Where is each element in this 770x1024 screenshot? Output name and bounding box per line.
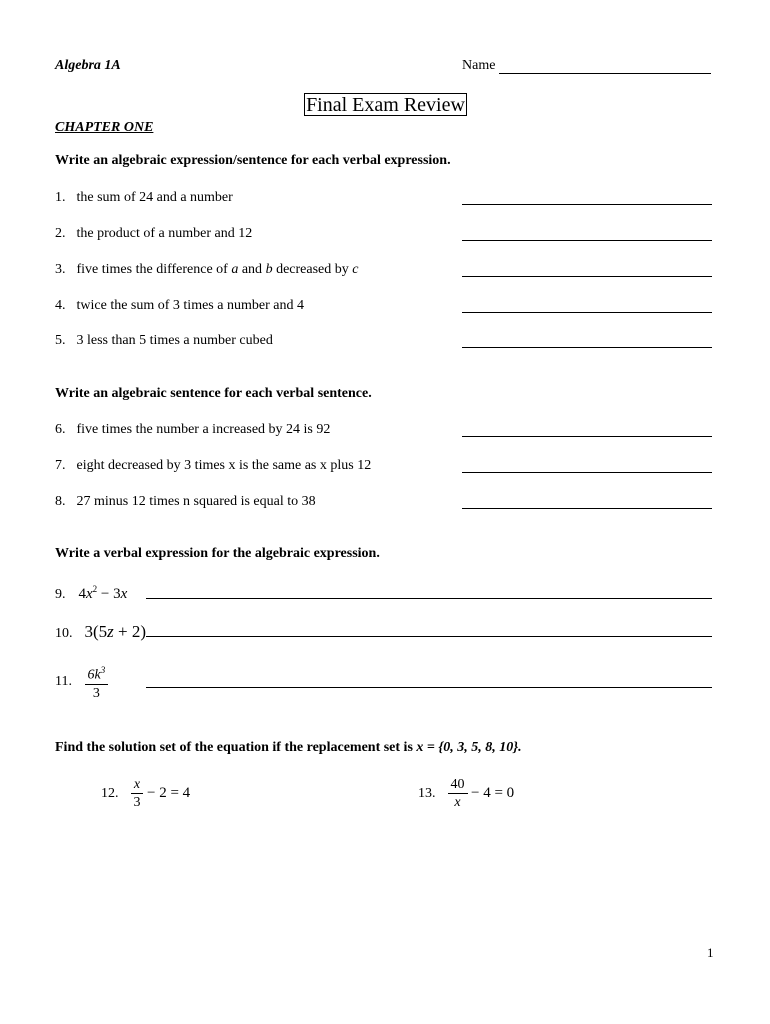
math-expression	[79, 586, 128, 602]
answer-line-10[interactable]	[146, 636, 712, 637]
question-9	[55, 584, 127, 603]
question-text: five times the number a increased by 24 is 92	[76, 422, 331, 437]
question-4	[55, 298, 304, 314]
question-number: 7.	[55, 458, 66, 473]
variable: x	[120, 586, 128, 602]
numerator: 40	[448, 776, 468, 794]
question-text: decreased by	[276, 262, 349, 277]
expression-part: 3(5	[84, 622, 108, 641]
question-number: 4.	[55, 298, 66, 313]
question-3	[55, 262, 358, 278]
section-4-instruction	[55, 740, 522, 756]
question-number: 9.	[55, 587, 66, 602]
section-2-instruction: Write an algebraic sentence for each verbal sentence.	[55, 386, 372, 401]
page-title: Final Exam Review	[304, 93, 467, 116]
question-6	[55, 422, 330, 438]
question-number: 2.	[55, 226, 66, 241]
fraction	[85, 662, 109, 702]
variable: z	[107, 622, 114, 641]
question-text: twice the sum of 3 times a number and 4	[76, 298, 304, 313]
denominator: 3	[92, 685, 100, 701]
fraction	[448, 776, 468, 811]
name-line[interactable]	[499, 60, 711, 74]
denominator: x	[454, 795, 461, 810]
question-text: 3 less than 5 times a number cubed	[76, 333, 273, 348]
answer-line-5[interactable]	[462, 347, 712, 348]
name-field[interactable]	[462, 58, 711, 74]
question-text: and	[241, 262, 263, 277]
question-number: 6.	[55, 422, 66, 437]
question-number: 13.	[418, 785, 436, 801]
answer-line-3[interactable]	[462, 276, 712, 277]
numerator: x	[131, 776, 143, 794]
variable-b: b	[265, 262, 273, 277]
name-label: Name	[462, 58, 496, 73]
question-number: 1.	[55, 190, 66, 205]
answer-line-7[interactable]	[462, 472, 712, 473]
question-number: 10.	[55, 626, 73, 641]
question-text: 27 minus 12 times n squared is equal to 38	[76, 494, 316, 509]
page-number: 1	[707, 945, 714, 960]
answer-line-6[interactable]	[462, 436, 712, 437]
expression-rest: − 3	[97, 586, 121, 602]
question-text: the product of a number and 12	[76, 226, 253, 241]
question-number: 8.	[55, 494, 66, 509]
exponent: 2	[92, 584, 98, 594]
instruction-text: Find the solution set of the equation if the replacement set is	[55, 740, 413, 755]
answer-line-1[interactable]	[462, 204, 712, 205]
variable-c: c	[352, 262, 359, 277]
math-expression	[85, 622, 147, 641]
question-2	[55, 226, 252, 242]
variable-a: a	[231, 262, 239, 277]
answer-line-11[interactable]	[146, 687, 712, 688]
numerator-text: 6k	[87, 667, 101, 683]
course-title: Algebra 1A	[55, 58, 121, 73]
replacement-set: x = {0, 3, 5, 8, 10}.	[416, 740, 522, 755]
section-1-instruction: Write an algebraic expression/sentence for each verbal expression.	[55, 153, 451, 168]
question-number: 5.	[55, 333, 66, 348]
question-number: 12.	[101, 785, 119, 801]
question-11	[55, 662, 108, 702]
fraction	[131, 776, 144, 811]
question-text: five times the difference of	[76, 262, 228, 277]
question-number: 3.	[55, 262, 66, 277]
expression-part: + 2)	[113, 622, 147, 641]
answer-line-4[interactable]	[462, 312, 712, 313]
question-5	[55, 333, 273, 349]
question-text: eight decreased by 3 times x is the same as x plus 12	[76, 458, 372, 473]
coefficient: 4	[78, 586, 86, 602]
exponent: 3	[100, 665, 106, 675]
question-7	[55, 458, 371, 474]
numerator	[85, 662, 109, 685]
chapter-heading: CHAPTER ONE	[55, 120, 154, 135]
question-8	[55, 494, 316, 510]
question-13	[418, 776, 514, 811]
equation-rest: − 2 = 4	[147, 785, 191, 801]
question-1	[55, 190, 233, 206]
denominator: 3	[133, 795, 141, 810]
answer-line-2[interactable]	[462, 240, 712, 241]
question-12	[101, 776, 190, 811]
variable: x	[86, 586, 93, 602]
question-text: the sum of 24 and a number	[76, 190, 233, 205]
answer-line-8[interactable]	[462, 508, 712, 509]
question-number: 11.	[55, 673, 72, 689]
question-10	[55, 622, 146, 642]
section-3-instruction: Write a verbal expression for the algebraic expression.	[55, 546, 380, 561]
answer-line-9[interactable]	[146, 598, 712, 599]
equation-rest: − 4 = 0	[471, 785, 515, 801]
